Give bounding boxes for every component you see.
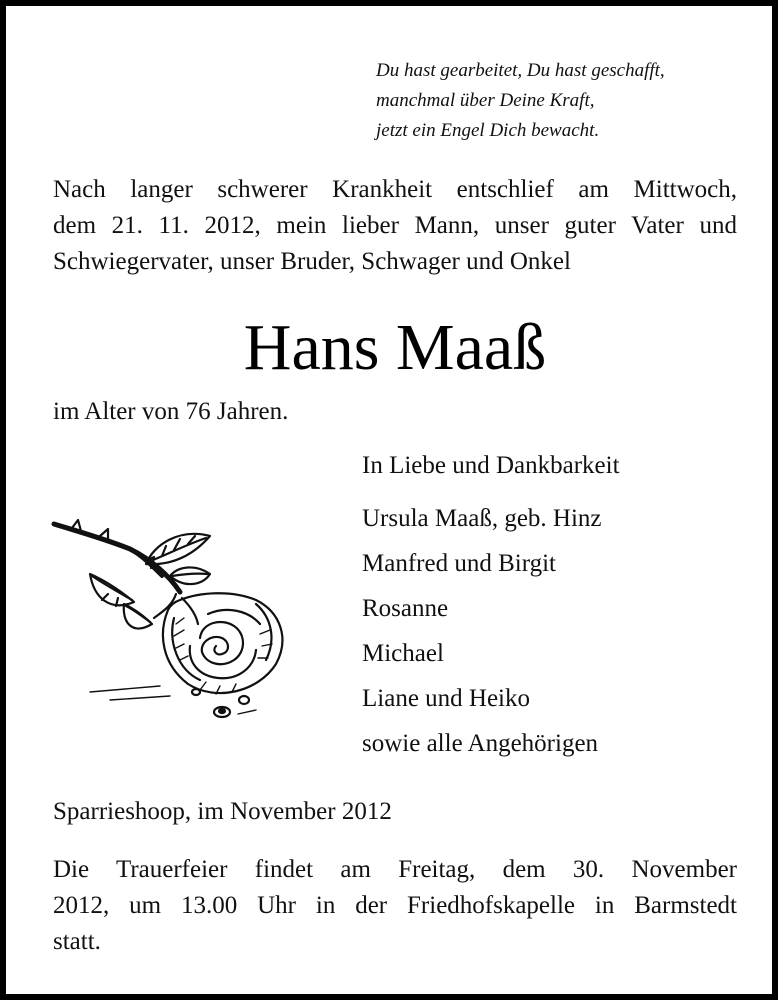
poem-line: manchmal über Deine Kraft,	[376, 90, 595, 111]
intro-line: Nach langer schwerer Krankheit entschlief am Mittwoch,	[53, 176, 737, 203]
poem-line: jetzt ein Engel Dich bewacht.	[376, 120, 600, 141]
poem-line: Du hast gearbeitet, Du hast geschafft,	[376, 60, 665, 81]
mourner-name: Manfred und Birgit	[362, 550, 556, 577]
poem	[376, 56, 665, 146]
intro-line: dem 21. 11. 2012, mein lieber Mann, unser guter Vater und	[53, 212, 737, 239]
mourner-name: Ursula Maaß, geb. Hinz	[362, 505, 602, 532]
funeral-line: 2012, um 13.00 Uhr in der Friedhofskapelle in Barmstedt	[53, 892, 737, 919]
intro-text	[53, 172, 737, 280]
intro-line: Schwiegervater, unser Bruder, Schwager und Onkel	[53, 248, 571, 275]
mourner-name: sowie alle Angehörigen	[362, 730, 599, 757]
deceased-name: Hans Maaß	[243, 311, 547, 384]
funeral-line: statt.	[53, 928, 101, 955]
mourners-intro: In Liebe und Dankbarkeit	[362, 452, 620, 479]
funeral-info	[53, 852, 737, 960]
mourner-name: Rosanne	[362, 595, 449, 622]
mourner-name: Michael	[362, 640, 444, 667]
age-line: im Alter von 76 Jahren.	[53, 398, 289, 425]
rose-icon	[50, 514, 300, 729]
funeral-line: Die Trauerfeier findet am Freitag, dem 30. November	[53, 856, 737, 883]
place-date: Sparrieshoop, im November 2012	[53, 798, 392, 825]
mourners-list	[362, 448, 620, 766]
mourner-name: Liane und Heiko	[362, 685, 531, 712]
